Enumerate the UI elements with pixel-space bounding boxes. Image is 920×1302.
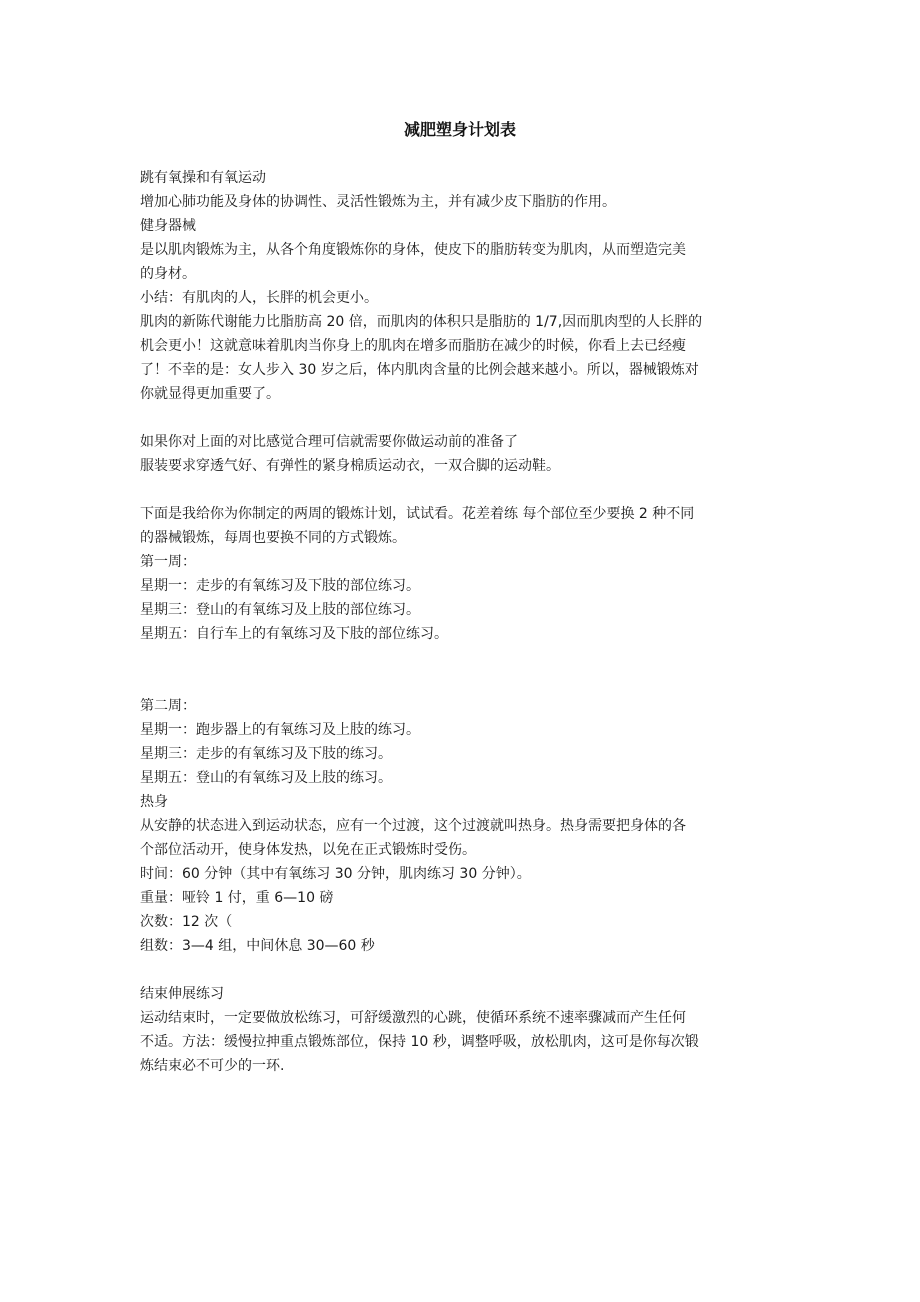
document-title: 减肥塑身计划表	[403, 120, 516, 139]
paragraph-spacer	[140, 646, 785, 694]
warmup-text-line: 从安静的状态进入到运动状态，应有一个过渡，这个过渡就叫热身。热身需要把身体的各	[140, 818, 686, 834]
week2-day: 星期五：登山的有氧练习及上肢的练习。	[140, 770, 392, 786]
warmup-weight: 重量：哑铃 1 付，重 6—10 磅	[140, 890, 334, 906]
week2-day: 星期一：跑步器上的有氧练习及上肢的练习。	[140, 722, 420, 738]
week1-day: 星期五：自行车上的有氧练习及下肢的部位练习。	[140, 626, 448, 642]
aerobic-text: 增加心肺功能及身体的协调性、灵活性锻炼为主，并有减少皮下脂肪的作用。	[140, 194, 616, 210]
equipment-text-line: 的身材。	[140, 266, 196, 282]
preparation-line: 服装要求穿透气好、有弹性的紧身棉质运动衣，一双合脚的运动鞋。	[140, 458, 560, 474]
paragraph-spacer	[140, 478, 785, 502]
week2-heading: 第二周：	[140, 698, 196, 714]
preparation-line: 如果你对上面的对比感觉合理可信就需要你做运动前的准备了	[140, 434, 518, 450]
aerobic-heading: 跳有氧操和有氧运动	[140, 170, 266, 186]
muscle-text-line: 肌肉的新陈代谢能力比脂肪高 20 倍，而肌肉的体积只是脂肪的 1/7,因而肌肉型的人长胖的	[140, 314, 703, 330]
warmup-heading: 热身	[140, 794, 168, 810]
paragraph-spacer	[140, 958, 785, 982]
cooldown-text-line: 不适。方法：缓慢拉抻重点锻炼部位，保持 10 秒，调整呼吸，放松肌肉，这可是你每次锻	[140, 1034, 699, 1050]
summary-line: 小结：有肌肉的人，长胖的机会更小。	[140, 290, 378, 306]
equipment-heading: 健身器械	[140, 218, 196, 234]
muscle-text-line: 机会更小！这就意味着肌肉当你身上的肌肉在增多而脂肪在减少的时候，你看上去已经瘦	[140, 338, 686, 354]
cooldown-heading: 结束伸展练习	[140, 986, 224, 1002]
week1-heading: 第一周：	[140, 554, 196, 570]
warmup-sets: 组数：3—4 组，中间休息 30—60 秒	[140, 938, 375, 954]
muscle-text-line: 了！不幸的是：女人步入 30 岁之后，体内肌肉含量的比例会越来越小。所以，器械锻炼对	[140, 362, 699, 378]
cooldown-text-line: 运动结束时，一定要做放松练习，可舒缓激烈的心跳，使循环系统不速率骤减而产生任何	[140, 1010, 686, 1026]
warmup-text-line: 个部位活动开，使身体发热，以免在正式锻炼时受伤。	[140, 842, 476, 858]
equipment-text-line: 是以肌肉锻炼为主，从各个角度锻炼你的身体，使皮下的脂肪转变为肌肉，从而塑造完美	[140, 242, 686, 258]
plan-intro-line: 的器械锻炼，每周也要换不同的方式锻炼。	[140, 530, 406, 546]
cooldown-text-line: 炼结束必不可少的一环.	[140, 1058, 285, 1074]
week1-day: 星期一：走步的有氧练习及下肢的部位练习。	[140, 578, 420, 594]
document-body	[140, 166, 785, 1078]
week1-day: 星期三：登山的有氧练习及上肢的部位练习。	[140, 602, 420, 618]
week2-day: 星期三：走步的有氧练习及下肢的练习。	[140, 746, 392, 762]
paragraph-spacer	[140, 406, 785, 430]
muscle-text-line: 你就显得更加重要了。	[140, 386, 280, 402]
warmup-time: 时间：60 分钟（其中有氧练习 30 分钟，肌肉练习 30 分钟）。	[140, 866, 531, 882]
warmup-reps: 次数：12 次（	[140, 914, 233, 930]
plan-intro-line: 下面是我给你为你制定的两周的锻炼计划，试试看。花差着练 每个部位至少要换 2 种不同	[140, 506, 695, 522]
